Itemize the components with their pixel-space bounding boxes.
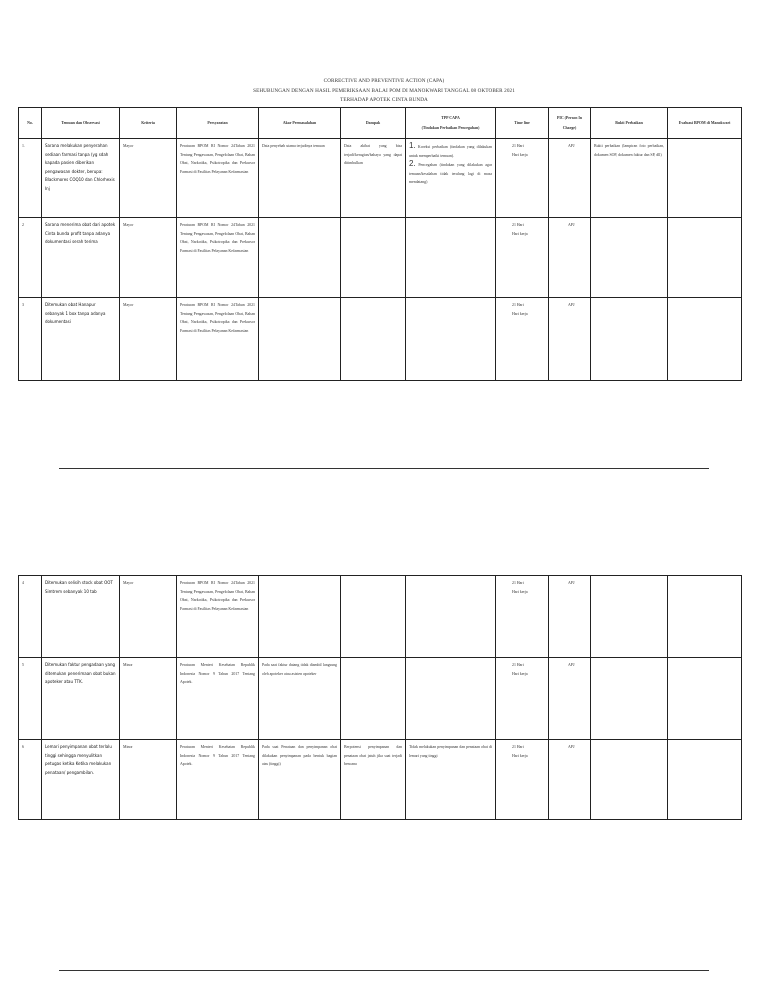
cell-temuan: Sarana menerima obat dari apotek Cinta bunda profit tanpa adanya dokumentasi serah terima bbox=[42, 218, 120, 298]
header-pic: PIC (Person In Charge) bbox=[549, 108, 591, 139]
cell-dampak bbox=[341, 298, 406, 381]
cell-kriteria: Mayor bbox=[120, 218, 177, 298]
cell-pic: APJ bbox=[549, 298, 591, 381]
cell-pic: APJ bbox=[549, 740, 591, 820]
header-time: Time line bbox=[496, 108, 549, 139]
capa-item-2-number: 2. bbox=[409, 159, 416, 169]
header-capa bbox=[406, 108, 496, 139]
capa-item-1-text: Koreksi perbaikan (tindakan yang dilakukan untuk memperbaiki temuan). bbox=[409, 145, 492, 158]
header-bukti: Bukti Perbaikan bbox=[591, 108, 668, 139]
cell-evaluasi bbox=[668, 658, 742, 740]
cell-kriteria: Mayor bbox=[120, 576, 177, 658]
cell-evaluasi bbox=[668, 740, 742, 820]
table-row bbox=[19, 218, 742, 298]
cell-no: 5 bbox=[19, 658, 42, 740]
header-persyaratan: Persyaratan bbox=[177, 108, 259, 139]
page-footer-rule-2 bbox=[59, 970, 709, 971]
cell-capa bbox=[406, 576, 496, 658]
header-evaluasi: Evaluasi BPOM di Manokwari bbox=[668, 108, 742, 139]
cell-time bbox=[496, 658, 549, 740]
cell-persyaratan: Peraturan BPOM RI Nomor 24Tahun 2021 Tentang Pengawasan, Pengelolaan Obat, Bahan Obat, Narkotika, Psikotropika dan Prekursor Farmasi di Fasilitas Pelayanan Kefarmasian bbox=[177, 298, 259, 381]
table-row bbox=[19, 139, 742, 218]
time-days: 21 Hari bbox=[512, 223, 524, 227]
cell-no: 3 bbox=[19, 298, 42, 381]
cell-evaluasi bbox=[668, 576, 742, 658]
cell-persyaratan: Peraturan BPOM RI Nomor 24Tahun 2021 Tentang Pengawasan, Pengelolaan Obat, Bahan Obat, Narkotika, Psikotropika dan Prekursor Farmasi di Fasilitas Pelayanan Kefarmasian bbox=[177, 576, 259, 658]
header-capa-sub: (Tindakan Perbaikan Pencegahan) bbox=[421, 126, 480, 130]
cell-capa bbox=[406, 139, 496, 218]
document-title-block bbox=[0, 77, 768, 106]
cell-no: 1. bbox=[19, 139, 42, 218]
table-row bbox=[19, 658, 742, 740]
cell-capa bbox=[406, 658, 496, 740]
cell-kriteria: Minor bbox=[120, 740, 177, 820]
header-kriteria: Kriteria bbox=[120, 108, 177, 139]
table-row bbox=[19, 740, 742, 820]
cell-capa bbox=[406, 218, 496, 298]
capa-item-2-text: Pencegahan (tindakan yang dilakukan agar temuan/kesalahan tidak terulang lagi di masa mendatang) bbox=[409, 163, 492, 185]
cell-evaluasi bbox=[668, 298, 742, 381]
time-unit: Hari kerja bbox=[512, 311, 528, 316]
time-unit: Hari kerja bbox=[512, 589, 528, 594]
cell-persyaratan: Peraturan Menteri Kesehatan Republik Indonesia Nomor 9 Tahun 2017 Tentang Apotek. bbox=[177, 740, 259, 820]
cell-akar bbox=[259, 218, 341, 298]
capa-item-2 bbox=[409, 160, 492, 187]
cell-kriteria: Mayor bbox=[120, 139, 177, 218]
cell-persyaratan: Peraturan BPOM RI Nomor 24Tahun 2021 Tentang Pengawasan, Pengelolaan Obat, Bahan Obat, Narkotika, Psikotropika dan Prekursor Farmasi di Fasilitas Pelayanan Kefarmasian bbox=[177, 218, 259, 298]
header-capa-title: TPP CAPA bbox=[441, 115, 460, 120]
cell-bukti bbox=[591, 298, 668, 381]
time-days: 21 Hari bbox=[512, 144, 524, 148]
cell-akar: Data penyebab utama terjadinya temuan bbox=[259, 139, 341, 218]
cell-evaluasi bbox=[668, 218, 742, 298]
header-no: No. bbox=[19, 108, 42, 139]
cell-pic: APJ bbox=[549, 658, 591, 740]
cell-no: 2 bbox=[19, 218, 42, 298]
table-row bbox=[19, 298, 742, 381]
cell-temuan: Ditemukan obat Hanapur sebanyak 1 box tanpa adanya dokumentasi bbox=[42, 298, 120, 381]
cell-pic: APJ bbox=[549, 218, 591, 298]
cell-bukti bbox=[591, 576, 668, 658]
capa-item-1 bbox=[409, 142, 492, 160]
cell-pic: APJ bbox=[549, 139, 591, 218]
time-unit: Hari kerja bbox=[512, 671, 528, 676]
cell-time bbox=[496, 218, 549, 298]
table-header-row bbox=[19, 108, 742, 139]
time-days: 21 Hari bbox=[512, 303, 524, 307]
cell-akar bbox=[259, 298, 341, 381]
capa-table-page-2 bbox=[18, 575, 742, 820]
cell-temuan: Sarana melakukan penyerahan sediaan farmasi tanpa (yg sdah kapada pasien diberikan pengawasan dokter, berupa: Blackmores COQ10 dan Chlorhexis Inj bbox=[42, 139, 120, 218]
cell-dampak: Berpotensi penyimpanan dan penataan obat jatuh jika saat terjadi bencana bbox=[341, 740, 406, 820]
time-unit: Hari kerja bbox=[512, 152, 528, 157]
cell-persyaratan: Peraturan BPOM RI Nomor 24Tahun 2021 Tentang Pengawasan, Pengelolaan Obat, Bahan Obat, Narkotika, Psikotropika dan Prekursor Farmasi di Fasilitas Pelayanan Kefarmasian bbox=[177, 139, 259, 218]
cell-time bbox=[496, 139, 549, 218]
cell-no: 4 bbox=[19, 576, 42, 658]
header-temuan: Temuan dan Observasi bbox=[42, 108, 120, 139]
cell-bukti bbox=[591, 218, 668, 298]
header-akar: Akar Permasalahan bbox=[259, 108, 341, 139]
cell-persyaratan: Peraturan Menteri Kesehatan Republik Indonesia Nomor 9 Tahun 2017 Tentang Apotek. bbox=[177, 658, 259, 740]
cell-dampak: Data akibat yang bisa terjadi/kerugian/bahaya yang dapat ditimbulkan bbox=[341, 139, 406, 218]
cell-capa bbox=[406, 298, 496, 381]
cell-dampak bbox=[341, 658, 406, 740]
document-subtitle: SEHUBUNGAN DENGAN HASIL PEMERIKSAAN BALAI POM DI MANOKWARI TANGGAL 08 OKTOBER 2021 bbox=[253, 87, 515, 94]
cell-capa: Tidak melakukan penyimpanan dan penataan obat di lemari yang tinggi bbox=[406, 740, 496, 820]
cell-akar: Pada saat Penataan dan penyimpanan obat dilakukan penyimpanan pada bentuk bagian atas (tinggi) bbox=[259, 740, 341, 820]
time-days: 21 Hari bbox=[512, 663, 524, 667]
cell-kriteria: Minor bbox=[120, 658, 177, 740]
cell-time bbox=[496, 576, 549, 658]
time-days: 21 Hari bbox=[512, 581, 524, 585]
cell-time bbox=[496, 298, 549, 381]
cell-pic: APJ bbox=[549, 576, 591, 658]
cell-time bbox=[496, 740, 549, 820]
time-unit: Hari kerja bbox=[512, 231, 528, 236]
document-subtitle-2: TERHADAP APOTEK CINTA BUNDA bbox=[340, 97, 428, 103]
document-title: CORRECTIVE AND PREVENTIVE ACTION (CAPA) bbox=[323, 78, 445, 84]
cell-bukti bbox=[591, 658, 668, 740]
cell-temuan: Lemari penyimpanan obat terlalu tinggi sehingga menyulitkan petugas ketika Ketika melakukan penataan/ pengambilan. bbox=[42, 740, 120, 820]
cell-bukti bbox=[591, 740, 668, 820]
cell-akar: Pada saat faktur datang tidak diambil langsung oleh apoteker atau asisten apoteker bbox=[259, 658, 341, 740]
cell-temuan: Ditemukan faktur pengadaan yang ditemukan penerimaan obat bukan apoteker atau TTK. bbox=[42, 658, 120, 740]
time-unit: Hari kerja bbox=[512, 753, 528, 758]
cell-evaluasi bbox=[668, 139, 742, 218]
cell-dampak bbox=[341, 576, 406, 658]
cell-dampak bbox=[341, 218, 406, 298]
capa-table-page-1 bbox=[18, 107, 742, 381]
time-days: 21 Hari bbox=[512, 745, 524, 749]
header-dampak: Dampak bbox=[341, 108, 406, 139]
cell-no: 6 bbox=[19, 740, 42, 820]
cell-kriteria: Mayor bbox=[120, 298, 177, 381]
page-footer-rule bbox=[59, 468, 709, 469]
cell-akar bbox=[259, 576, 341, 658]
cell-temuan: Ditemukan selisih stock obat OOT Simtrem sebanyak 10 tab bbox=[42, 576, 120, 658]
table-row bbox=[19, 576, 742, 658]
capa-item-1-number: 1. bbox=[409, 141, 416, 150]
cell-bukti: Bukti perbaikan (lampiran foto perbaikan, dokumen SOP, dokumen faktur dan SP, dll) bbox=[591, 139, 668, 218]
